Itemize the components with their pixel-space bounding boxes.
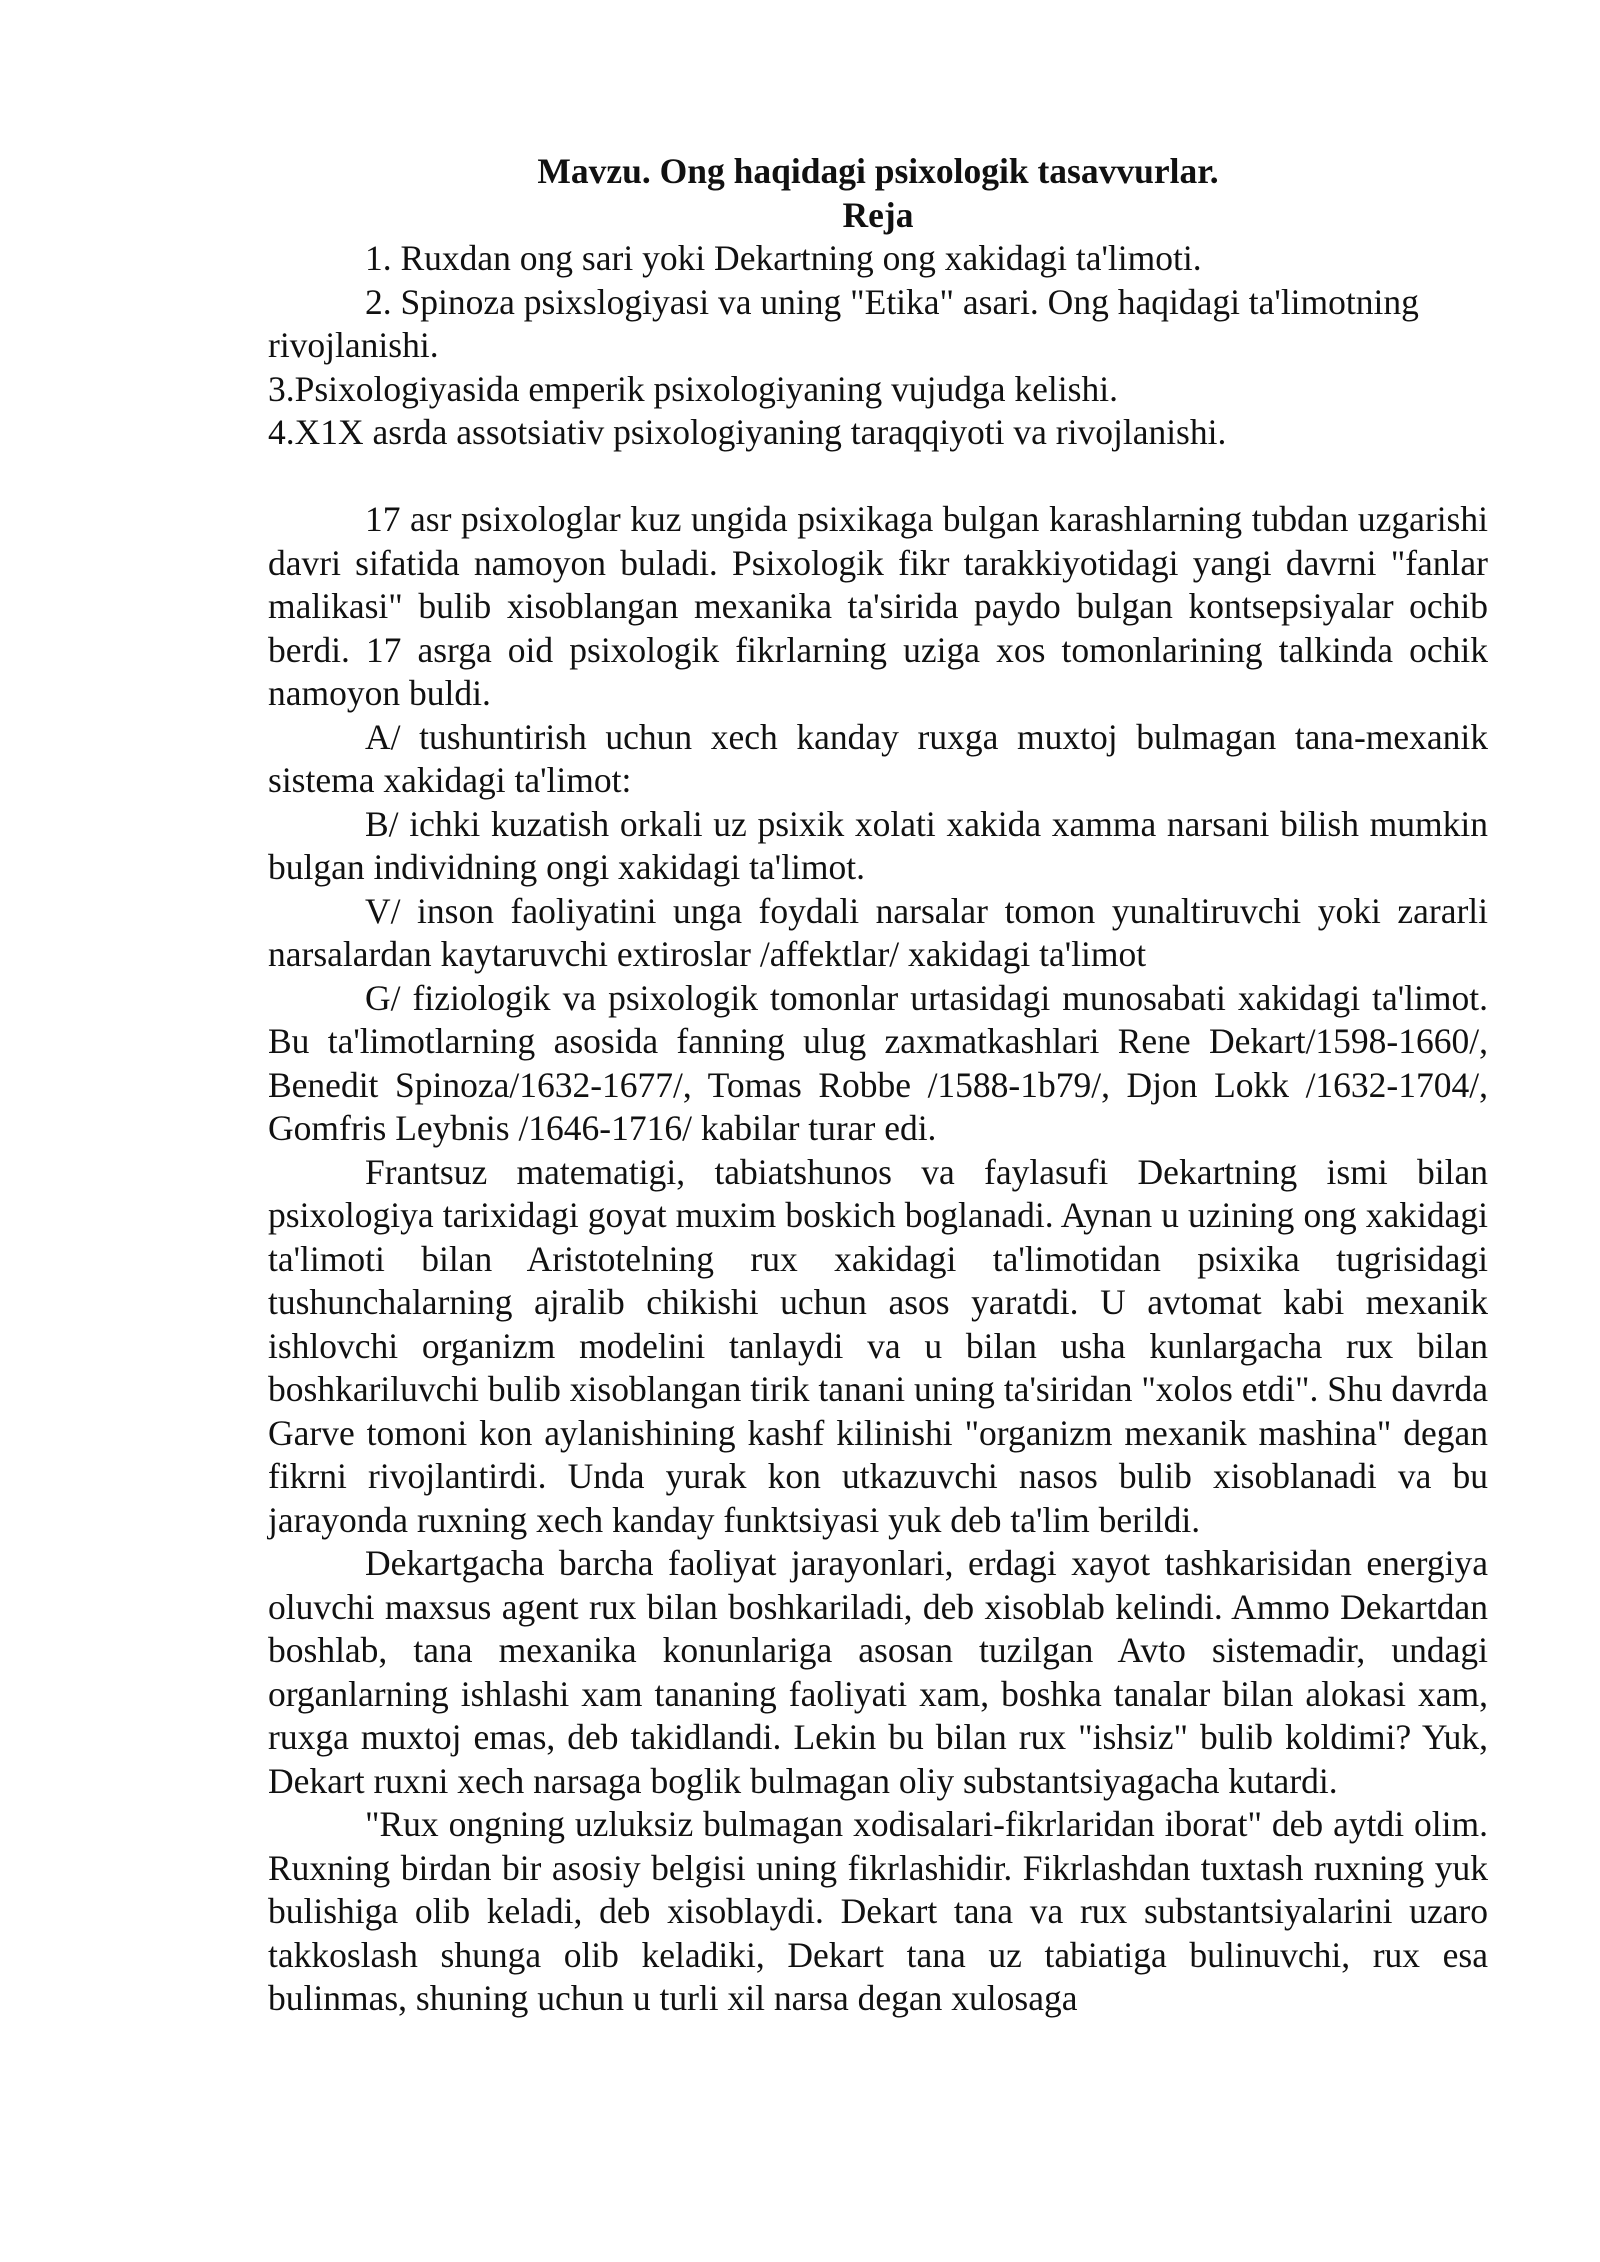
plan-list: [268, 237, 1488, 455]
plan-heading: Reja: [842, 194, 914, 235]
plan-item: 1. Ruxdan ong sari yoki Dekartning ong xakidagi ta'limoti.: [365, 238, 1202, 278]
document-page: [268, 150, 1488, 2021]
body-paragraph: "Rux ongning uzluksiz bulmagan xodisalari-fikrlaridan iborat" deb aytdi olim. Ruxning birdan bir asosiy belgisi uning fikrlashidir. Fikrlashdan tuxtash ruxning yuk bulishiga olib keladi, deb xisoblaydi. Dekart tana va rux substantsiyalarini uzaro takkoslash shunga olib keladiki, Dekart tana uz tabiatiga bulinuvchi, rux esa bulinmas, shuning uchun u turli xil narsa degan xulosaga: [268, 1804, 1488, 2018]
body-paragraph: G/ fiziologik va psixologik tomonlar urtasidagi munosabati xakidagi ta'limot. Bu ta'limotlarning asosida fanning ulug zaxmatkashlari Rene Dekart/1598-1660/, Benedit Spinoza/1632-1677/, Tomas Robbe /1588-1b79/, Djon Lokk /1632-1704/, Gomfris Leybnis /1646-1716/ kabilar turar edi.: [268, 977, 1488, 1148]
plan-item: 2. Spinoza psixslogiyasi va uning "Etika" asari. Ong haqidagi ta'limotning rivojlanishi.: [268, 281, 1419, 365]
body-paragraph: Frantsuz matematigi, tabiatshunos va faylasufi Dekartning ismi bilan psixologiya tarixidagi goyat muxim boskich boglanadi. Aynan u uzining ong xakidagi ta'limoti bilan Aristotelning rux xakidagi ta'limotidan psixika tugrisidagi tushunchalarning ajralib chikishi uchun asos yaratdi. U avtomat kabi mexanik ishlovchi organizm modelini tanlaydi va u bilan usha kunlargacha rux bilan boshkariluvchi bulib xisoblangan tirik tanani uning ta'siridan "xolos etdi". Shu davrda Garve tomoni kon aylanishining kashf kilinishi "organizm mexanik mashina" degan fikrni rivojlantirdi. Unda yurak kon utkazuvchi nasos bulib xisoblanadi va bu jarayonda ruxning xech kanday funktsiyasi yuk deb ta'lim berildi.: [268, 1151, 1488, 1540]
body-paragraph: V/ inson faoliyatini unga foydali narsalar tomon yunaltiruvchi yoki zararli narsalardan kaytaruvchi extiroslar /affektlar/ xakidagi ta'limot: [268, 890, 1488, 974]
document-body: [268, 498, 1488, 2021]
body-paragraph: A/ tushuntirish uchun xech kanday ruxga muxtoj bulmagan tana-mexanik sistema xakidagi ta'limot:: [268, 716, 1488, 800]
body-paragraph: Dekartgacha barcha faoliyat jarayonlari, erdagi xayot tashkarisidan energiya oluvchi maxsus agent rux bilan boshkariladi, deb xisoblab kelindi. Ammo Dekartdan boshlab, tana mexanika konunlariga asosan tuzilgan Avto sistemadir, undagi organlarning ishlashi xam tananing faoliyati xam, boshka tanalar bilan alokasi xam, ruxga muxtoj emas, deb takidlandi. Lekin bu bilan rux "ishsiz" bulib koldimi? Yuk, Dekart ruxni xech narsaga boglik bulmagan oliy substantsiyagacha kutardi.: [268, 1543, 1488, 1801]
document-title: Mavzu. Ong haqidagi psixologik tasavvurlar.: [537, 151, 1219, 191]
body-paragraph: 17 asr psixologlar kuz ungida psixikaga bulgan karashlarning tubdan uzgarishi davri sifatida namoyon buladi. Psixologik fikr tarakkiyotidagi yangi davrni "fanlar malikasi" bulib xisoblangan mexanika ta'sirida paydo bulgan kontsepsiyalar ochib berdi. 17 asrga oid psixologik fikrlarning uziga xos tomonlarining talkinda ochik namoyon buldi.: [268, 499, 1488, 713]
plan-item: 4.X1X asrda assotsiativ psixologiyaning taraqqiyoti va rivojlanishi.: [268, 412, 1227, 452]
body-paragraph: B/ ichki kuzatish orkali uz psixik xolati xakida xamma narsani bilish mumkin bulgan individning ongi xakidagi ta'limot.: [268, 803, 1488, 887]
plan-item: 3.Psixologiyasida emperik psixologiyaning vujudga kelishi.: [268, 368, 1118, 409]
